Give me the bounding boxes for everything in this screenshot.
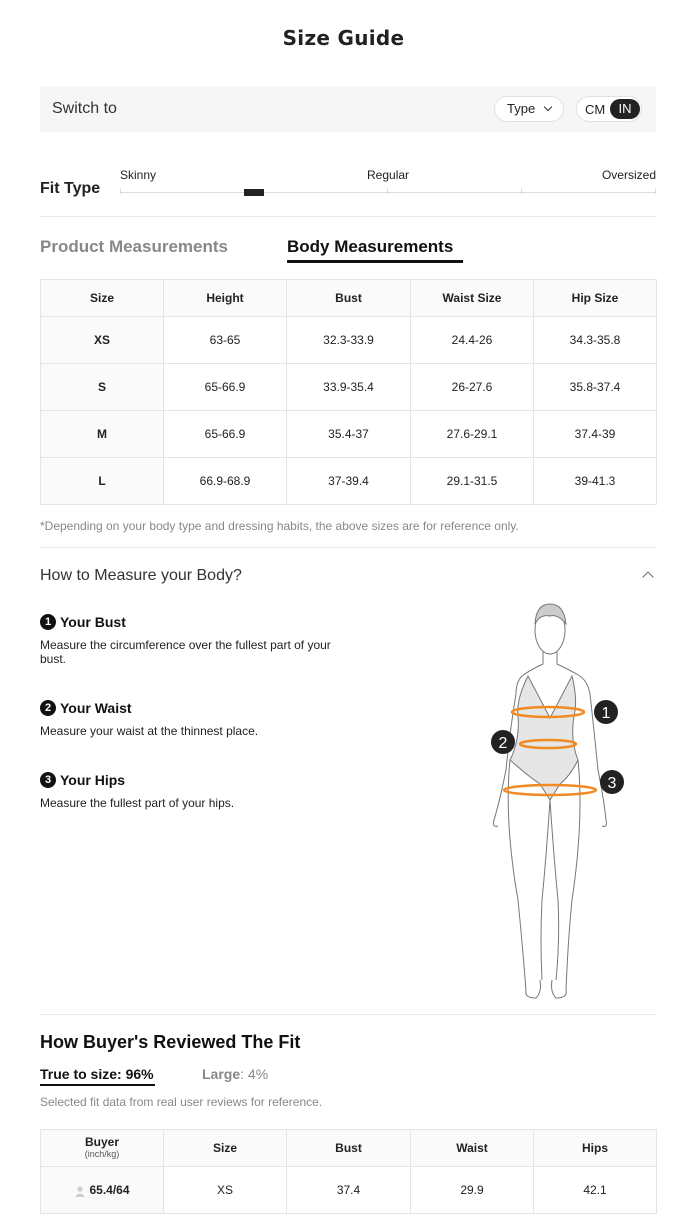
step-number-badge: 3 [40,772,56,788]
measure-step-hips [40,772,350,810]
measure-step-waist [40,700,350,738]
divider [40,1014,656,1015]
height-header: Height [164,280,287,317]
height-cell: 65-66.9 [164,411,287,458]
size-cell: XS [164,1167,287,1214]
hip-cell: 34.3-35.8 [534,317,657,364]
step-number-badge: 1 [40,614,56,630]
hips-cell: 42.1 [534,1167,657,1214]
bust-header: Bust [287,1130,411,1167]
reviews-note: Selected fit data from real user reviews for reference. [40,1095,323,1109]
marker-label-hips: 3 [607,775,617,792]
table-row [41,364,657,411]
tab-product-measurements[interactable]: Product Measurements [40,237,228,256]
table-row [41,411,657,458]
reviews-title: How Buyer's Reviewed The Fit [40,1032,301,1052]
measure-step-bust [40,614,350,666]
size-header: Size [164,1130,287,1167]
step-description: Measure the circumference over the fullest part of your bust. [40,638,331,666]
figure-swimsuit [510,676,578,800]
marker-label-bust: 1 [601,705,611,722]
fit-scale-track [120,192,656,193]
height-cell: 63-65 [164,317,287,364]
step-title: Your Waist [60,700,132,716]
bust-cell: 35.4-37 [287,411,411,458]
fit-scale-tick [655,188,656,194]
measure-section-heading[interactable]: How to Measure your Body? [40,567,242,584]
fit-oversized-label: Oversized [601,168,656,182]
hip-size-header: Hip Size [534,280,657,317]
active-tab-underline [287,260,463,263]
table-row [41,458,657,505]
hip-cell: 35.8-37.4 [534,364,657,411]
step-title: Your Hips [60,772,126,788]
unit-in-option[interactable]: IN [610,99,640,119]
hip-cell: 37.4-39 [534,411,657,458]
large-value: : 4% [240,1066,269,1082]
chevron-down-icon [544,103,552,111]
fit-scale-tick [521,188,522,194]
height-cell: 66.9-68.9 [164,458,287,505]
marker-label-waist: 2 [498,735,508,752]
size-cell: L [41,458,164,505]
step-description: Measure the fullest part of your hips. [40,796,235,810]
fit-scale-marker [244,189,264,196]
waist-size-header: Waist Size [411,280,534,317]
step-number-badge: 2 [40,700,56,716]
size-cell: XS [41,317,164,364]
bust-cell: 33.9-35.4 [287,364,411,411]
figure-inner-left-leg [541,800,550,980]
switch-bar [40,86,656,132]
reviews-table-header-row [41,1130,657,1167]
chevron-up-icon[interactable] [642,571,653,582]
size-table [40,279,657,505]
unit-cm-option[interactable]: CM [585,102,606,117]
size-cell: S [41,364,164,411]
step-title: Your Bust [60,614,126,630]
bust-header: Bust [287,280,411,317]
buyer-value: 65.4/64 [89,1183,130,1197]
reviews-table [40,1129,657,1214]
tab-large[interactable] [202,1066,268,1082]
hips-header: Hips [534,1130,657,1167]
buyer-header [41,1130,164,1167]
fit-type-label: Fit Type [40,180,101,197]
step-description: Measure your waist at the thinnest place. [40,724,259,738]
table-row [41,317,657,364]
page-title: Size Guide [282,26,405,50]
bust-cell: 37.4 [287,1167,411,1214]
avatar-icon [74,1185,86,1197]
switch-label: Switch to [52,100,117,117]
waist-cell: 24.4-26 [411,317,534,364]
tab-body-measurements[interactable]: Body Measurements [287,237,454,256]
large-label: Large [202,1066,241,1082]
tab-true-to-size[interactable]: True to size: 96% [40,1066,154,1082]
figure-inner-right-leg [550,800,559,980]
waist-header: Waist [411,1130,534,1167]
type-dropdown-label: Type [507,101,536,116]
buyer-header-label: Buyer [84,1135,119,1149]
size-header: Size [41,280,164,317]
height-cell: 65-66.9 [164,364,287,411]
buyer-cell [41,1167,164,1214]
fit-scale-tick [387,188,388,194]
waist-cell: 26-27.6 [411,364,534,411]
divider [40,216,656,217]
bust-cell: 37-39.4 [287,458,411,505]
body-measurement-figure [470,600,640,1005]
waist-cell: 29.9 [411,1167,534,1214]
type-dropdown[interactable] [494,96,564,122]
fit-skinny-label: Skinny [120,168,157,182]
fit-scale-tick [120,188,121,194]
unit-toggle[interactable] [576,96,642,122]
divider [40,547,656,548]
buyer-header-unit: (inch/kg) [84,1149,120,1159]
active-tab-underline [40,1084,155,1086]
table-row [41,1167,657,1214]
size-cell: M [41,411,164,458]
size-table-header-row [41,280,657,317]
waist-cell: 27.6-29.1 [411,411,534,458]
hip-cell: 39-41.3 [534,458,657,505]
fit-regular-label: Regular [367,168,410,182]
reference-note: *Depending on your body type and dressing habits, the above sizes are for reference only. [40,519,519,533]
waist-cell: 29.1-31.5 [411,458,534,505]
bust-cell: 32.3-33.9 [287,317,411,364]
